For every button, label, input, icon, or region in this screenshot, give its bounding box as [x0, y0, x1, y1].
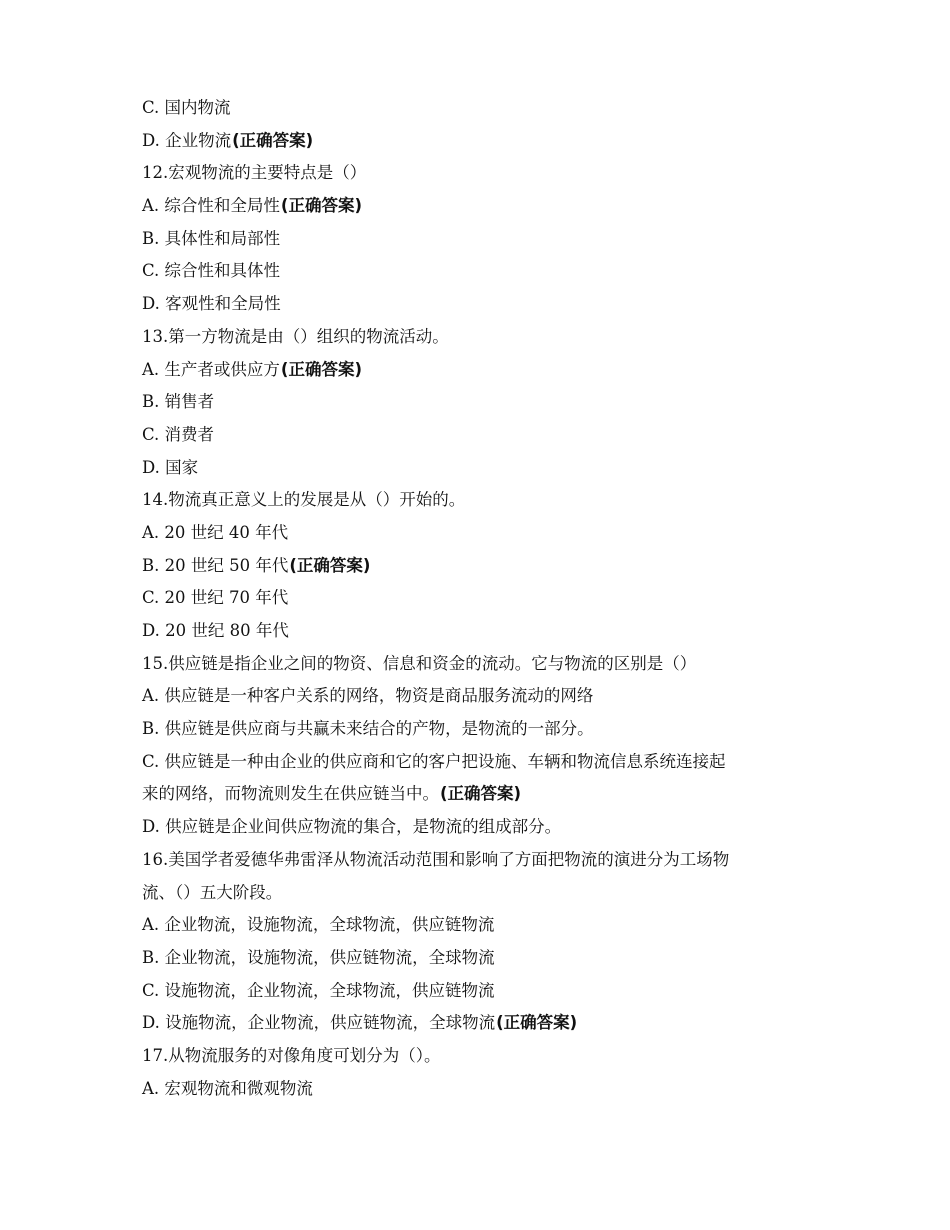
line-text: D. 20 世纪 80 年代 [142, 621, 289, 640]
correct-answer-mark: (正确答案) [280, 359, 362, 379]
line-text: D. 客观性和全局性 [142, 294, 281, 314]
text-line [142, 648, 812, 681]
line-text: C. 国内物流 [142, 98, 231, 117]
text-line [142, 615, 812, 648]
line-text: 来的网络，而物流则发生在供应链当中。 [142, 784, 439, 804]
line-text: A. 生产者或供应方 [142, 359, 280, 379]
text-line [142, 1040, 812, 1073]
text-line [142, 550, 812, 583]
line-text: 15.供应链是指企业之间的物资、信息和资金的流动。它与物流的区别是（） [142, 653, 697, 673]
text-line [142, 680, 812, 713]
text-line [142, 517, 812, 550]
correct-answer-mark: (正确答案) [232, 130, 314, 150]
line-text: D. 企业物流 [142, 130, 232, 150]
line-text: B. 供应链是供应商与共赢未来结合的产物，是物流的一部分。 [142, 719, 594, 739]
line-text: 16.美国学者爱德华弗雷泽从物流活动范围和影响了方面把物流的演进分为工场物 [142, 849, 730, 869]
text-line [142, 942, 812, 975]
line-text: C. 设施物流，企业物流，全球物流，供应链物流 [142, 980, 495, 1000]
text-line [142, 125, 812, 158]
line-text: 14.物流真正意义上的发展是从（）开始的。 [142, 490, 466, 510]
text-line [142, 811, 812, 844]
text-line [142, 746, 812, 779]
text-line [142, 223, 812, 256]
line-text: A. 供应链是一种客户关系的网络，物资是商品服务流动的网络 [142, 686, 594, 706]
line-text: 13.第一方物流是由（）组织的物流活动。 [142, 326, 449, 346]
text-line [142, 288, 812, 321]
text-line [142, 909, 812, 942]
text-line [142, 452, 812, 485]
text-line [142, 92, 812, 125]
text-line [142, 157, 812, 190]
text-line [142, 778, 812, 811]
line-text: B. 具体性和局部性 [142, 228, 281, 248]
text-line [142, 1073, 812, 1106]
text-line [142, 354, 812, 387]
line-text: 12.宏观物流的主要特点是（） [142, 163, 367, 183]
line-text: 17.从物流服务的对像角度可划分为（）。 [142, 1045, 441, 1065]
text-line [142, 255, 812, 288]
text-line [142, 190, 812, 223]
line-text: C. 供应链是一种由企业的供应商和它的客户把设施、车辆和物流信息系统连接起 [142, 751, 726, 771]
line-text: B. 20 世纪 50 年代 [142, 555, 289, 575]
line-text: 流、（）五大阶段。 [142, 882, 283, 902]
line-text: C. 20 世纪 70 年代 [142, 588, 289, 608]
text-line [142, 713, 812, 746]
line-text: D. 供应链是企业间供应物流的集合，是物流的组成部分。 [142, 817, 562, 837]
line-text: D. 设施物流，企业物流，供应链物流，全球物流 [142, 1013, 496, 1033]
correct-answer-mark: (正确答案) [289, 555, 371, 575]
line-text: A. 宏观物流和微观物流 [142, 1078, 313, 1098]
correct-answer-mark: (正确答案) [280, 196, 362, 216]
line-text: B. 销售者 [142, 392, 215, 412]
line-text: C. 综合性和具体性 [142, 261, 281, 281]
text-line [142, 419, 812, 452]
text-line [142, 844, 812, 877]
text-line [142, 484, 812, 517]
line-text: A. 20 世纪 40 年代 [142, 522, 289, 542]
line-text: A. 综合性和全局性 [142, 196, 280, 216]
text-line [142, 582, 812, 615]
text-line [142, 877, 812, 910]
text-line [142, 386, 812, 419]
line-text: D. 国家 [142, 457, 199, 477]
correct-answer-mark: (正确答案) [440, 784, 522, 804]
line-text: A. 企业物流，设施物流，全球物流，供应链物流 [142, 915, 495, 935]
line-text: B. 企业物流，设施物流，供应链物流，全球物流 [142, 947, 495, 967]
correct-answer-mark: (正确答案) [496, 1013, 578, 1033]
text-line [142, 975, 812, 1008]
line-text: C. 消费者 [142, 424, 215, 444]
quiz-text-block [142, 92, 812, 1105]
text-line [142, 1007, 812, 1040]
text-line [142, 321, 812, 354]
